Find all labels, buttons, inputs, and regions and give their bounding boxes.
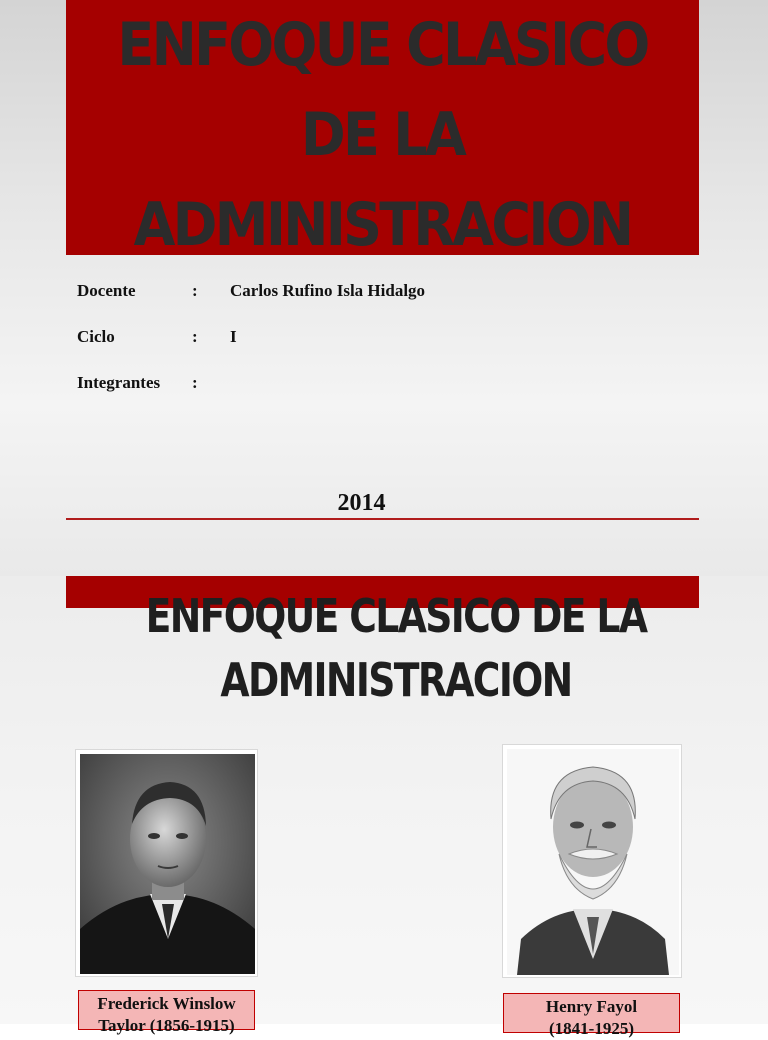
info-label: Ciclo — [77, 327, 115, 346]
info-value: I — [230, 327, 237, 346]
portrait-photo — [75, 749, 258, 977]
title-line: ADMINISTRACION — [220, 653, 572, 707]
info-colon: : — [192, 281, 198, 300]
portrait-taylor-image — [80, 754, 255, 974]
caption-taylor — [78, 990, 255, 1035]
caption-fayol — [503, 993, 680, 1038]
info-row-docente — [77, 281, 577, 303]
caption-line: Taylor (1856-1915) — [98, 1016, 235, 1035]
year-label: 2014 — [337, 490, 386, 516]
portrait-fayol-image — [507, 749, 679, 975]
portrait-engraving — [502, 744, 682, 978]
caption-line: Henry Fayol — [545, 997, 638, 1016]
title-line: ADMINISTRACION — [133, 190, 632, 260]
slide-heading — [125, 584, 666, 712]
info-row-ciclo — [77, 327, 577, 349]
info-label: Docente — [77, 281, 136, 300]
caption-line: (1841-1925) — [549, 1019, 634, 1038]
info-colon: : — [192, 373, 198, 392]
info-value: Carlos Rufino Isla Hidalgo — [230, 281, 426, 300]
info-colon: : — [192, 327, 198, 346]
info-row-integrantes — [77, 373, 577, 395]
slide-title-heading — [98, 0, 668, 260]
title-line: ENFOQUE CLASICO DE LA — [145, 589, 647, 643]
title-line: ENFOQUE CLASICO — [117, 10, 648, 80]
divider-rule — [66, 518, 699, 520]
title-line: DE LA — [300, 100, 465, 170]
info-label: Integrantes — [77, 373, 161, 392]
slide-founders — [0, 576, 768, 1038]
caption-line: Frederick Winslow — [97, 994, 236, 1013]
